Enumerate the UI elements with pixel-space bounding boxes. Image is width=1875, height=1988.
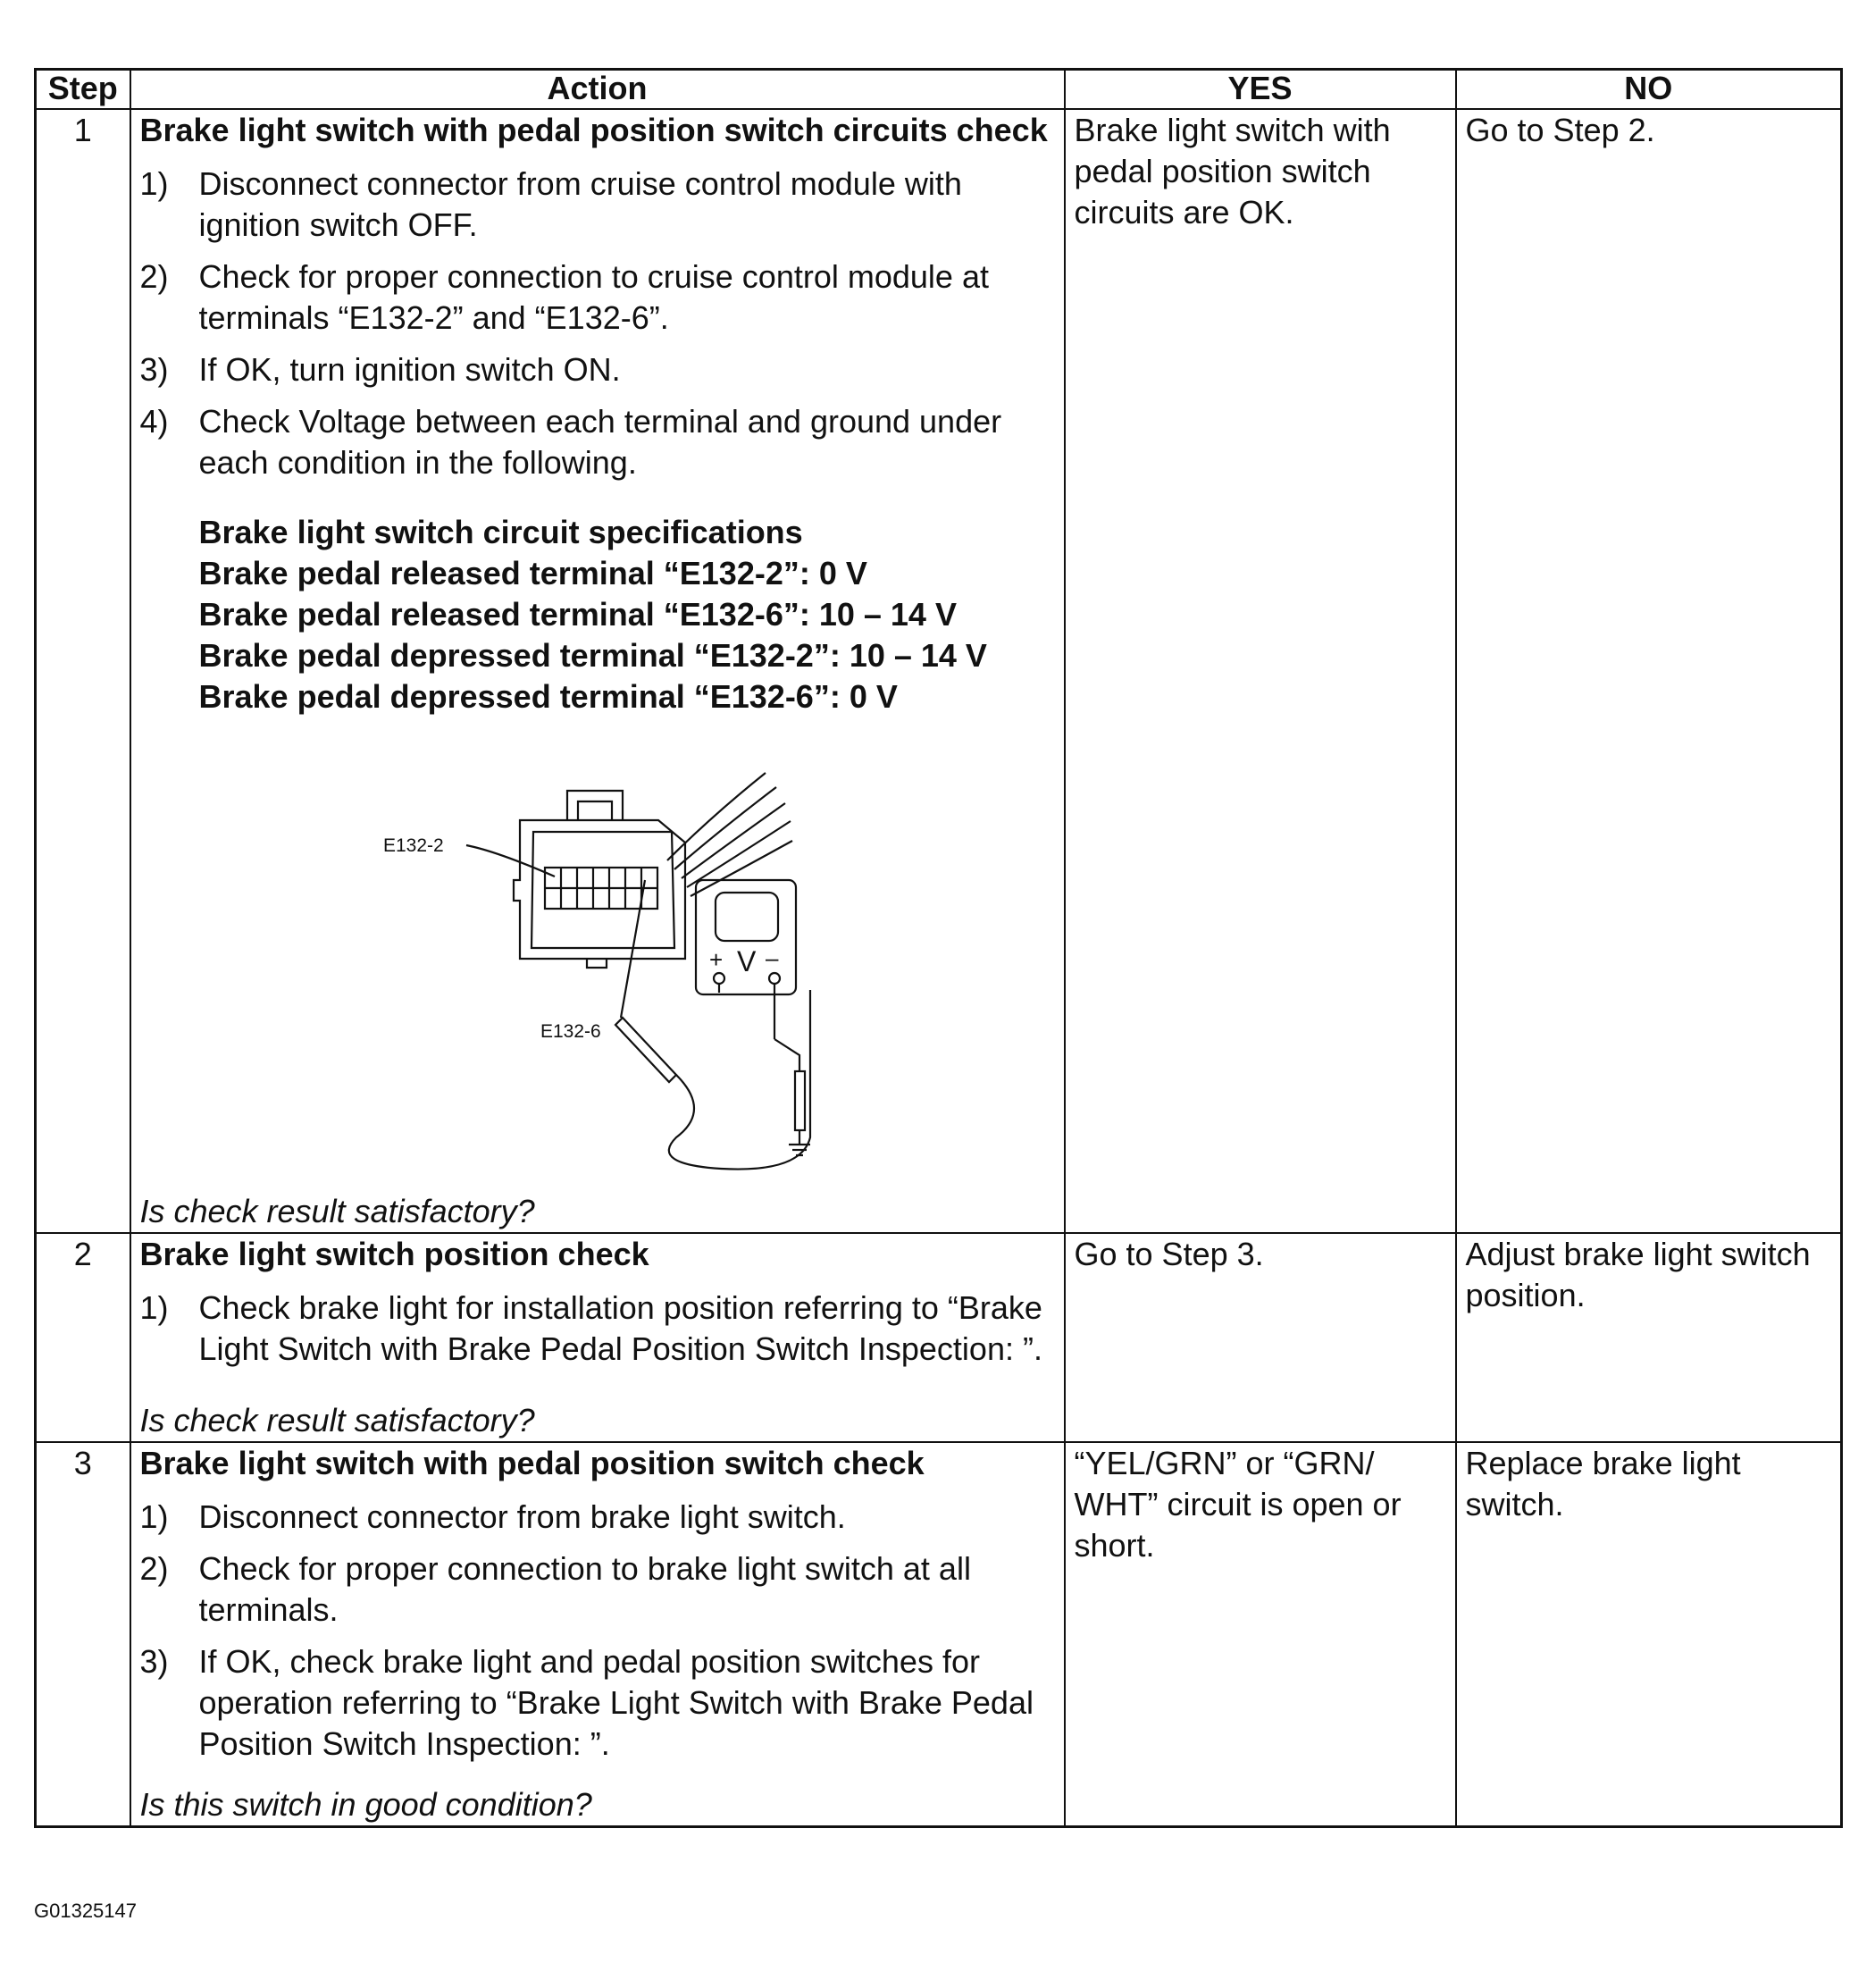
step-number: 3 [36, 1442, 130, 1827]
spec-heading: Brake light switch circuit specifications [198, 514, 803, 550]
item-text: Disconnect connector from brake light switch. [198, 1498, 846, 1535]
header-yes: YES [1065, 70, 1456, 110]
connector-body-icon [514, 820, 685, 959]
action-cell [130, 109, 1065, 1233]
action-list [140, 1288, 1055, 1370]
item-number: 3) [139, 351, 169, 388]
yes-cell: “YEL/GRN” or “GRN/ WHT” circuit is open or short. [1065, 1442, 1456, 1827]
spec-line: Brake pedal depressed terminal “E132-2”: 10 – 14 V [198, 637, 987, 674]
action-list [140, 1497, 1055, 1765]
item-text: Check for proper connection to cruise control module at terminals “E132-2” and “E132-6”. [198, 258, 989, 336]
list-item [140, 401, 1055, 483]
table-row [36, 1233, 1842, 1442]
item-number: 1) [139, 165, 169, 202]
list-item [140, 164, 1055, 246]
action-cell [130, 1442, 1065, 1827]
step-number: 2 [36, 1233, 130, 1442]
terminal-label-a: E132-2 [382, 835, 444, 856]
header-action: Action [130, 70, 1065, 110]
list-item [140, 1288, 1055, 1370]
item-text: Check for proper connection to brake light switch at all terminals. [198, 1550, 971, 1628]
table-row [36, 109, 1842, 1233]
spec-line: Brake pedal released terminal “E132-6”: 10 – 14 V [198, 596, 957, 633]
step-title: Brake light switch position check [139, 1236, 649, 1272]
connector-figure [140, 717, 1055, 1191]
ground-probe-icon [795, 1071, 805, 1130]
list-item [140, 349, 1055, 390]
terminal-label-b: E132-6 [540, 1021, 601, 1042]
meter-minus-label: – [765, 944, 778, 971]
action-cell [130, 1233, 1065, 1442]
item-number: 2) [139, 258, 169, 295]
list-item [140, 256, 1055, 339]
figure-id: G01325147 [34, 1900, 137, 1922]
probe-icon [615, 1018, 676, 1082]
step-number: 1 [36, 109, 130, 1233]
item-number: 1) [139, 1289, 169, 1326]
item-number: 1) [139, 1498, 169, 1535]
header-step: Step [36, 70, 130, 110]
step-title: Brake light switch with pedal position switch check [139, 1445, 925, 1481]
check-question: Is check result satisfactory? [139, 1402, 535, 1439]
meter-v-label: V [736, 945, 756, 977]
check-question: Is check result satisfactory? [139, 1193, 535, 1229]
step-title: Brake light switch with pedal position switch circuits check [139, 112, 1048, 148]
action-list [140, 164, 1055, 483]
yes-cell: Go to Step 3. [1065, 1233, 1456, 1442]
list-item [140, 1548, 1055, 1631]
spec-line: Brake pedal released terminal “E132-2”: 0 V [198, 555, 867, 591]
list-item [140, 1497, 1055, 1538]
item-number: 2) [139, 1550, 169, 1587]
list-item [140, 1641, 1055, 1765]
item-text: If OK, check brake light and pedal position switches for operation referring to “Brake Light Switch with Brake Pedal Position Switch Inspection: ”. [198, 1643, 1034, 1762]
item-number: 3) [139, 1643, 169, 1680]
item-number: 4) [139, 403, 169, 440]
table-header-row [36, 70, 1842, 110]
no-cell: Go to Step 2. [1456, 109, 1842, 1233]
item-text: Check Voltage between each terminal and ground under each condition in the following. [198, 403, 1002, 481]
check-question: Is this switch in good condition? [139, 1786, 592, 1823]
no-cell: Adjust brake light switch position. [1456, 1233, 1842, 1442]
spec-block [199, 512, 1055, 717]
header-no: NO [1456, 70, 1842, 110]
diagnostic-table [34, 68, 1843, 1828]
table-row [36, 1442, 1842, 1827]
item-text: Disconnect connector from cruise control module with ignition switch OFF. [198, 165, 962, 243]
item-text: If OK, turn ignition switch ON. [198, 351, 621, 388]
meter-plus-label: + [708, 946, 723, 973]
spec-line: Brake pedal depressed terminal “E132-6”: 0 V [198, 678, 898, 715]
connector-meter-diagram [140, 717, 1051, 1191]
no-cell: Replace brake light switch. [1456, 1442, 1842, 1827]
item-text: Check brake light for installation position referring to “Brake Light Switch with Brake Pedal Position Switch Inspection: ”. [198, 1289, 1042, 1367]
yes-cell: Brake light switch with pedal position switch circuits are OK. [1065, 109, 1456, 1233]
